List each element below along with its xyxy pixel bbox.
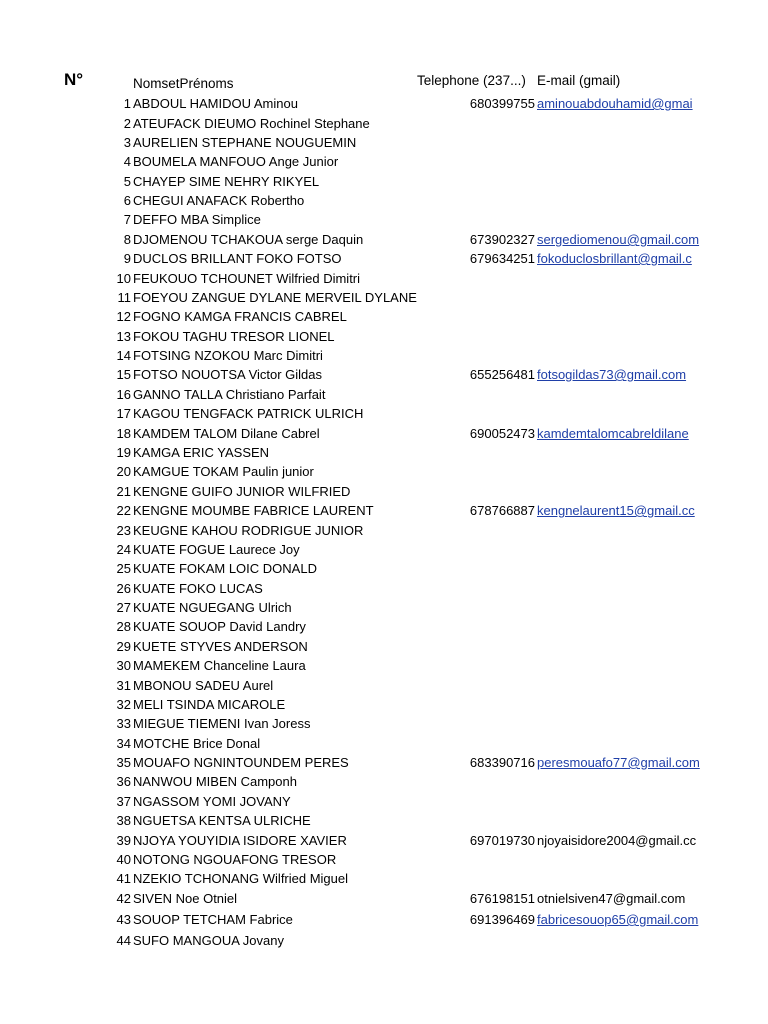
row-name: ATEUFACK DIEUMO Rochinel Stephane bbox=[133, 116, 370, 131]
row-number: 34 bbox=[116, 736, 131, 751]
table-row bbox=[0, 327, 768, 347]
row-name: MOUAFO NGNINTOUNDEM PERES bbox=[133, 755, 349, 770]
row-number: 17 bbox=[116, 406, 131, 421]
row-number: 13 bbox=[116, 329, 131, 344]
header-telephone: Telephone (237...) bbox=[417, 73, 526, 88]
table-row bbox=[0, 889, 768, 909]
table-row bbox=[0, 714, 768, 734]
row-number: 41 bbox=[116, 871, 131, 886]
table-row bbox=[0, 501, 768, 521]
row-telephone: 691396469 bbox=[469, 912, 535, 927]
row-number: 24 bbox=[116, 542, 131, 557]
row-name: KUATE FOGUE Laurece Joy bbox=[133, 542, 300, 557]
row-name: KEUGNE KAHOU RODRIGUE JUNIOR bbox=[133, 523, 364, 538]
table-row bbox=[0, 462, 768, 482]
row-name: KUATE SOUOP David Landry bbox=[133, 619, 306, 634]
row-number: 31 bbox=[116, 678, 131, 693]
row-name: FOTSO NOUOTSA Victor Gildas bbox=[133, 367, 323, 382]
row-number: 1 bbox=[123, 96, 131, 111]
header-number: N° bbox=[64, 70, 84, 89]
row-telephone: 690052473 bbox=[469, 426, 535, 441]
table-row bbox=[0, 792, 768, 812]
row-telephone: 683390716 bbox=[469, 755, 535, 770]
table-row bbox=[0, 385, 768, 405]
row-number: 9 bbox=[123, 251, 131, 266]
table-row bbox=[0, 230, 768, 250]
row-name: DEFFO MBA Simplice bbox=[133, 212, 261, 227]
row-telephone: 676198151 bbox=[469, 891, 535, 906]
row-name: SOUOP TETCHAM Fabrice bbox=[133, 912, 293, 927]
table-row bbox=[0, 753, 768, 773]
table-row bbox=[0, 210, 768, 230]
row-number: 39 bbox=[116, 833, 131, 848]
row-number: 14 bbox=[116, 348, 131, 363]
row-number: 6 bbox=[123, 193, 131, 208]
row-number: 20 bbox=[116, 464, 131, 479]
row-number: 2 bbox=[123, 116, 131, 131]
row-email-link[interactable]: sergediomenou@gmail.com bbox=[537, 232, 700, 247]
row-number: 23 bbox=[116, 523, 131, 538]
table-row bbox=[0, 579, 768, 599]
row-email-link[interactable]: kamdemtalomcabreldilane bbox=[537, 426, 689, 441]
row-number: 7 bbox=[123, 212, 131, 227]
row-name: NZEKIO TCHONANG Wilfried Miguel bbox=[133, 871, 349, 886]
table-row bbox=[0, 637, 768, 657]
table-row bbox=[0, 269, 768, 289]
table-row bbox=[0, 482, 768, 502]
table-row bbox=[0, 734, 768, 754]
row-number: 44 bbox=[116, 933, 131, 948]
table-row bbox=[0, 365, 768, 385]
row-telephone: 697019730 bbox=[469, 833, 535, 848]
table-row bbox=[0, 598, 768, 618]
header-email: E-mail (gmail) bbox=[537, 73, 621, 88]
table-row bbox=[0, 772, 768, 792]
row-number: 38 bbox=[116, 813, 131, 828]
row-name: KAGOU TENGFACK PATRICK ULRICH bbox=[133, 406, 364, 421]
row-number: 29 bbox=[116, 639, 131, 654]
row-name: DJOMENOU TCHAKOUA serge Daquin bbox=[133, 232, 364, 247]
row-name: SIVEN Noe Otniel bbox=[133, 891, 238, 906]
table-row bbox=[0, 152, 768, 172]
row-email-link[interactable]: aminouabdouhamid@gmai bbox=[537, 96, 693, 111]
row-number: 43 bbox=[116, 912, 131, 927]
row-name: GANNO TALLA Christiano Parfait bbox=[133, 387, 326, 402]
row-name: NGUETSA KENTSA ULRICHE bbox=[133, 813, 311, 828]
table-row bbox=[0, 307, 768, 327]
row-name: KENGNE MOUMBE FABRICE LAURENT bbox=[133, 503, 374, 518]
row-name: MELI TSINDA MICAROLE bbox=[133, 697, 286, 712]
row-name: KUATE NGUEGANG Ulrich bbox=[133, 600, 292, 615]
row-number: 35 bbox=[116, 755, 131, 770]
row-name: CHAYEP SIME NEHRY RIKYEL bbox=[133, 174, 320, 189]
row-email-link[interactable]: fokoduclosbrillant@gmail.c bbox=[537, 251, 692, 266]
row-name: SUFO MANGOUA Jovany bbox=[133, 933, 284, 948]
row-number: 25 bbox=[116, 561, 131, 576]
row-name: NJOYA YOUYIDIA ISIDORE XAVIER bbox=[133, 833, 347, 848]
row-number: 18 bbox=[116, 426, 131, 441]
table-row bbox=[0, 133, 768, 153]
row-number: 19 bbox=[116, 445, 131, 460]
row-name: KUETE STYVES ANDERSON bbox=[133, 639, 308, 654]
row-number: 30 bbox=[116, 658, 131, 673]
table-row bbox=[0, 617, 768, 637]
row-name: FOKOU TAGHU TRESOR LIONEL bbox=[133, 329, 335, 344]
row-name: FEUKOUO TCHOUNET Wilfried Dimitri bbox=[133, 271, 361, 286]
table-row bbox=[0, 811, 768, 831]
table-row bbox=[0, 869, 768, 889]
table-row bbox=[0, 404, 768, 424]
row-name: NOTONG NGOUAFONG TRESOR bbox=[133, 852, 337, 867]
row-number: 28 bbox=[116, 619, 131, 634]
row-email: njoyaisidore2004@gmail.cc bbox=[537, 833, 697, 848]
row-telephone: 673902327 bbox=[469, 232, 535, 247]
row-number: 26 bbox=[116, 581, 131, 596]
table-row bbox=[0, 831, 768, 851]
row-name: KUATE FOKO LUCAS bbox=[133, 581, 263, 596]
row-number: 8 bbox=[123, 232, 131, 247]
row-email-link[interactable]: peresmouafo77@gmail.com bbox=[537, 755, 700, 770]
row-email-link[interactable]: fotsogildas73@gmail.com bbox=[537, 367, 687, 382]
row-name: DUCLOS BRILLANT FOKO FOTSO bbox=[133, 251, 342, 266]
row-email-link[interactable]: fabricesouop65@gmail.com bbox=[537, 912, 699, 927]
table-row bbox=[0, 540, 768, 560]
table-row bbox=[0, 931, 768, 951]
table-row bbox=[0, 346, 768, 366]
table-row bbox=[0, 114, 768, 134]
row-number: 32 bbox=[116, 697, 131, 712]
table-row bbox=[0, 656, 768, 676]
table-row bbox=[0, 850, 768, 870]
table-row bbox=[0, 559, 768, 579]
row-name: MIEGUE TIEMENI Ivan Joress bbox=[133, 716, 311, 731]
row-email: otnielsiven47@gmail.com bbox=[537, 891, 686, 906]
table-row bbox=[0, 521, 768, 541]
table-row bbox=[0, 191, 768, 211]
row-name: MAMEKEM Chanceline Laura bbox=[133, 658, 306, 673]
table-row bbox=[0, 443, 768, 463]
row-number: 37 bbox=[116, 794, 131, 809]
table-row bbox=[0, 172, 768, 192]
row-number: 21 bbox=[116, 484, 131, 499]
row-name: FOTSING NZOKOU Marc Dimitri bbox=[133, 348, 323, 363]
table-row bbox=[0, 424, 768, 444]
row-name: KENGNE GUIFO JUNIOR WILFRIED bbox=[133, 484, 351, 499]
row-number: 16 bbox=[116, 387, 131, 402]
row-name: MOTCHE Brice Donal bbox=[133, 736, 261, 751]
row-number: 3 bbox=[123, 135, 131, 150]
row-number: 15 bbox=[116, 367, 131, 382]
row-name: KAMGA ERIC YASSEN bbox=[133, 445, 270, 460]
row-name: KUATE FOKAM LOIC DONALD bbox=[133, 561, 317, 576]
row-number: 42 bbox=[116, 891, 131, 906]
row-name: FOGNO KAMGA FRANCIS CABREL bbox=[133, 309, 347, 324]
row-number: 27 bbox=[116, 600, 131, 615]
row-number: 22 bbox=[116, 503, 131, 518]
row-telephone: 678766887 bbox=[469, 503, 535, 518]
row-telephone: 680399755 bbox=[469, 96, 535, 111]
row-number: 33 bbox=[116, 716, 131, 731]
table-row bbox=[0, 910, 768, 930]
row-number: 10 bbox=[116, 271, 131, 286]
row-number: 11 bbox=[117, 290, 131, 305]
row-telephone: 679634251 bbox=[469, 251, 535, 266]
row-name: CHEGUI ANAFACK Robertho bbox=[133, 193, 305, 208]
row-number: 40 bbox=[116, 852, 131, 867]
table-row bbox=[0, 249, 768, 269]
table-row bbox=[0, 676, 768, 696]
row-name: AURELIEN STEPHANE NOUGUEMIN bbox=[133, 135, 357, 150]
row-number: 36 bbox=[116, 774, 131, 789]
row-email-link[interactable]: kengnelaurent15@gmail.cc bbox=[537, 503, 695, 518]
row-name: ABDOUL HAMIDOU Aminou bbox=[133, 96, 298, 111]
row-name: NGASSOM YOMI JOVANY bbox=[133, 794, 291, 809]
table-row bbox=[0, 695, 768, 715]
row-name: FOEYOU ZANGUE DYLANE MERVEIL DYLANE bbox=[133, 290, 417, 305]
row-name: NANWOU MIBEN Camponh bbox=[133, 774, 297, 789]
row-name: BOUMELA MANFOUO Ange Junior bbox=[133, 154, 339, 169]
row-name: KAMGUE TOKAM Paulin junior bbox=[133, 464, 314, 479]
row-number: 4 bbox=[123, 154, 131, 169]
row-name: MBONOU SADEU Aurel bbox=[133, 678, 274, 693]
row-number: 5 bbox=[123, 174, 131, 189]
table-row bbox=[0, 288, 768, 308]
header-names: NomsetPrénoms bbox=[133, 76, 234, 91]
row-name: KAMDEM TALOM Dilane Cabrel bbox=[133, 426, 320, 441]
row-number: 12 bbox=[116, 309, 131, 324]
row-telephone: 655256481 bbox=[469, 367, 535, 382]
table-row bbox=[0, 94, 768, 114]
